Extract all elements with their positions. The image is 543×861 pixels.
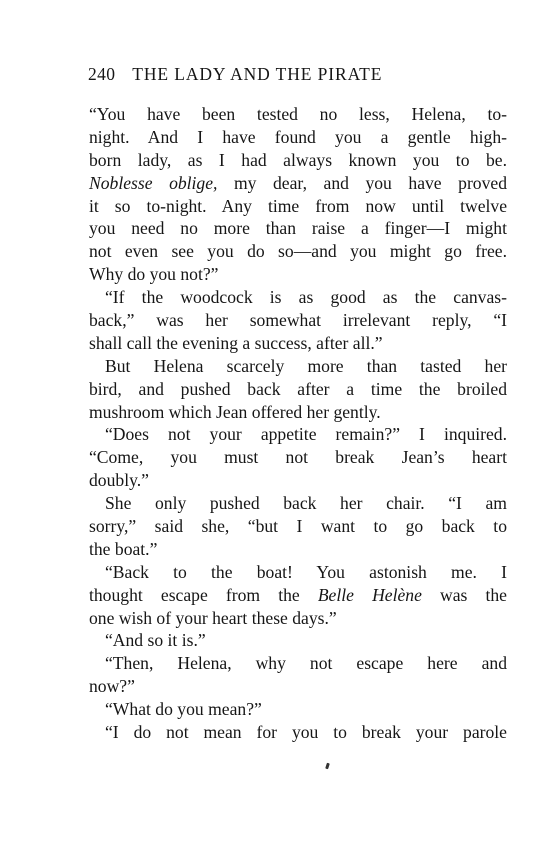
- text-line: you need no more than raise a finger—I might: [89, 218, 507, 239]
- running-title: THE LADY AND THE PIRATE: [132, 64, 383, 84]
- text-line: But Helena scarcely more than tasted her: [105, 355, 507, 376]
- text-line: mushroom which Jean offered her gently.: [89, 401, 381, 422]
- text-line: shall call the evening a success, after all.”: [89, 332, 383, 353]
- page-header: [88, 62, 508, 86]
- text-line: “Come, you must not break Jean’s heart: [89, 447, 507, 468]
- text-line-italic: thought escape from the Belle Helène was the: [89, 584, 507, 605]
- text-line: “What do you mean?”: [105, 699, 262, 720]
- text-line: “If the woodcock is as good as the canvas-: [105, 287, 507, 308]
- text-line: Why do you not?”: [89, 264, 219, 285]
- body-text: [89, 103, 507, 744]
- text-line: one wish of your heart these days.”: [89, 607, 337, 628]
- text-line: bird, and pushed back after a time the broiled: [89, 378, 507, 399]
- text-line: “Then, Helena, why not escape here and: [105, 653, 507, 674]
- text-line: “You have been tested no less, Helena, to-: [89, 104, 507, 124]
- text-line: “I do not mean for you to break your parole: [105, 722, 507, 743]
- text-line: it so to-night. Any time from now until twelve: [89, 195, 507, 216]
- print-speck: [325, 763, 330, 770]
- text-line: “Back to the boat! You astonish me. I: [105, 561, 507, 582]
- page-number: 240: [88, 64, 116, 84]
- text-line: She only pushed back her chair. “I am: [105, 493, 507, 514]
- italic-phrase: Belle Helène: [317, 584, 422, 605]
- text-line-italic: Noblesse oblige, my dear, and you have proved: [89, 172, 507, 193]
- text-line: the boat.”: [89, 538, 158, 559]
- text-line: now?”: [89, 676, 135, 697]
- italic-phrase: Noblesse oblige,: [89, 172, 218, 193]
- text-line: night. And I have found you a gentle high-: [89, 126, 507, 147]
- text-line: sorry,” said she, “but I want to go back to: [89, 516, 507, 537]
- text-line: “Does not your appetite remain?” I inquired.: [105, 424, 507, 445]
- text-line: doubly.”: [89, 470, 149, 491]
- text-line: born lady, as I had always known you to be.: [89, 149, 507, 170]
- text-line: back,” was her somewhat irrelevant reply, “I: [89, 310, 507, 331]
- text-line: “And so it is.”: [105, 630, 206, 651]
- text-line: not even see you do so—and you might go free.: [89, 241, 507, 262]
